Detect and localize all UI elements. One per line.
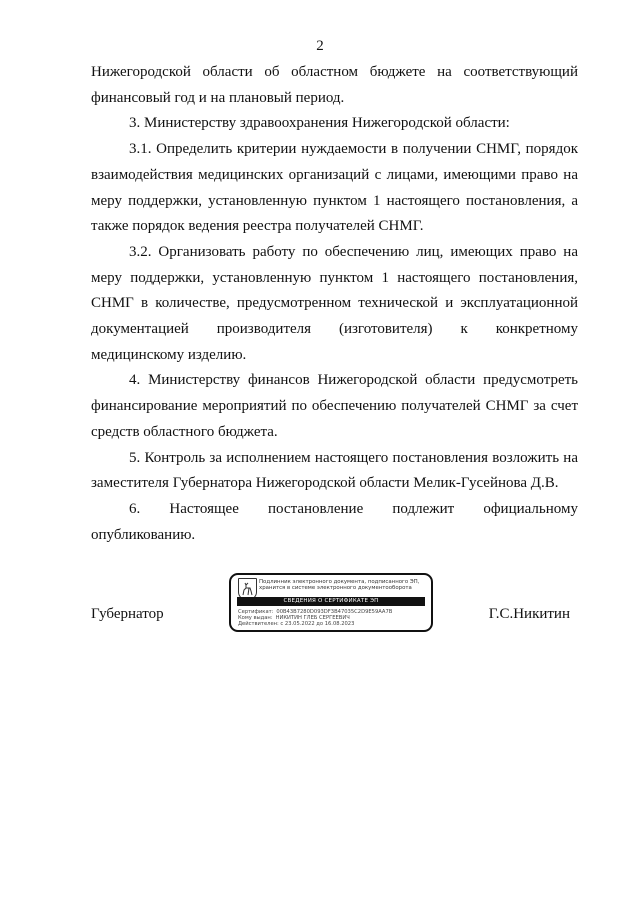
stamp-line-2: хранится в системе электронного документооборота <box>259 585 412 591</box>
paragraph-continuation: Нижегородской области об областном бюджете на соответствующий финансовый год и на плановый период. <box>91 64 578 106</box>
certificate-value: 00B43B7280D093DF3B47035C2D9E59AA7B <box>276 609 393 615</box>
signatory-name: Г.С.Никитин <box>488 606 570 622</box>
document-body <box>91 60 578 548</box>
certificate-label: Сертификат: <box>238 609 274 615</box>
paragraph-3-2: 3.2. Организовать работу по обеспечению лиц, имеющих право на меру поддержки, установленную пунктом 1 настоящего постановления, СНМГ в количестве, предусмотренном технической и эксплуатационной документацией производителя (изготовителя) к конкретному медицинскому изделию. <box>91 243 578 363</box>
paragraph-5: 5. Контроль за исполнением настоящего постановления возложить на заместителя Губернатора Нижегородской области Мелик-Гусейнова Д.В. <box>91 449 578 492</box>
paragraph-3-1: 3.1. Определить критерии нуждаемости в получении СНМГ, порядок взаимодействия медицинских организаций с лицами, имеющими право на меру поддержки, установленную пунктом 1 настоящего постановления, а также порядок ведения реестра получателей СНМГ. <box>91 141 578 235</box>
stamp-header: СВЕДЕНИЯ О СЕРТИФИКАТЕ ЭП <box>237 597 425 606</box>
paragraph-4: 4. Министерству финансов Нижегородской области предусмотреть финансирование мероприятий по обеспечению получателей СНМГ за счет средств областного бюджета. <box>91 372 578 440</box>
electronic-signature-stamp <box>229 573 433 632</box>
owner-label: Кому выдан: <box>238 615 273 621</box>
signatory-role: Губернатор <box>91 606 164 622</box>
owner-value: НИКИТИН ГЛЕБ СЕРГЕЕВИЧ <box>275 615 350 621</box>
stamp-line-1: Подлинник электронного документа, подписанного ЭП, <box>259 579 420 585</box>
validity-row: Действителен: с 23.05.2022 до 16.08.2023 <box>238 621 355 627</box>
paragraph-6: 6. Настоящее постановление подлежит официальному опубликованию. <box>91 500 578 543</box>
page-number: 2 <box>316 38 324 54</box>
paragraph-3: 3. Министерству здравоохранения Нижегородской области: <box>129 115 510 132</box>
signature-block <box>0 570 640 660</box>
